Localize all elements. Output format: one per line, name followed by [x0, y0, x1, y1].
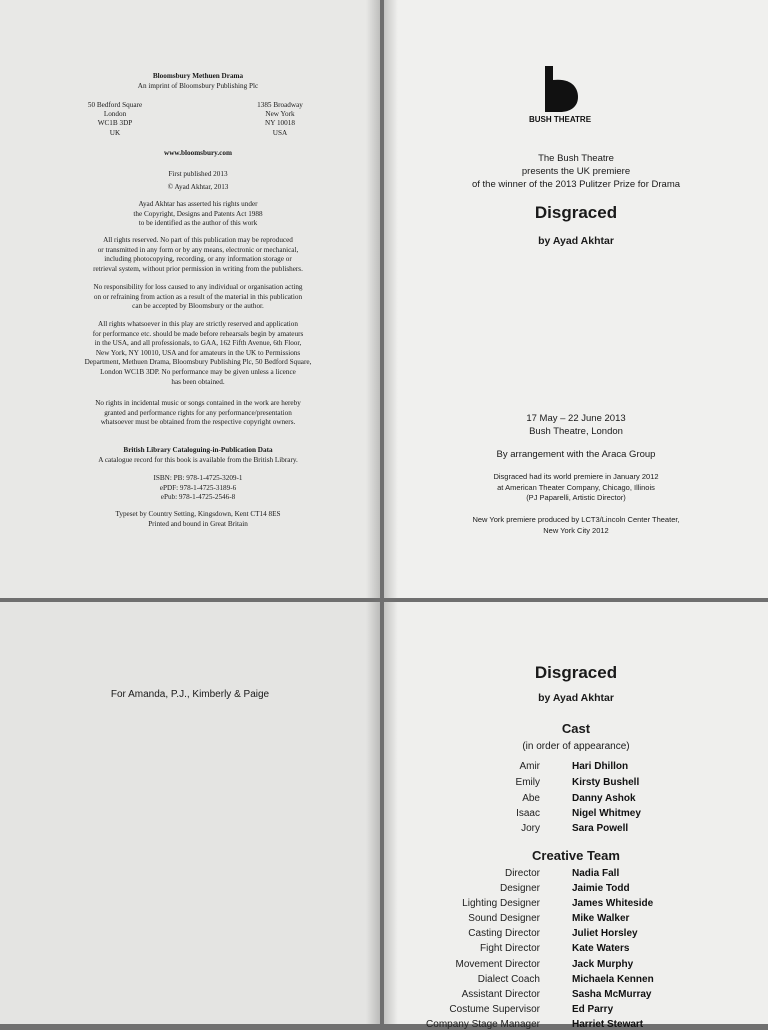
- title-page-content: [384, 0, 768, 598]
- cast-page-title: Disgraced: [534, 663, 618, 682]
- actor-name: Hari Dhillon: [572, 761, 629, 772]
- person-name: James Whiteside: [572, 898, 654, 909]
- spine-shadow: [366, 0, 380, 598]
- role-label: Sound Designer: [468, 913, 540, 924]
- performance-rights-paragraph: All rights whatsoever in this play are strictly reserved and application for performance etc. should be made before rehearsals begin by amateurs in the USA, and all professionals, to GAA, 162 Fifth Avenue, 6th Floor, New York, NY 10010, USA and for amateurs in the UK to Permissions Department, Methuen Drama, Bloomsbury Publishing Plc, 50 Bedford Square, London WC1B 3DP. No performance may be given unless a licence has been obtained.: [84, 320, 312, 386]
- person-name: Kate Waters: [572, 943, 630, 954]
- world-premiere-note: Disgraced had its world premiere in January 2012 at American Theater Company, Chicago, Illinois (PJ Paparelli, Artistic Director): [493, 472, 659, 502]
- person-name: Harriet Stewart: [572, 1019, 644, 1030]
- actor-name: Sara Powell: [572, 823, 629, 834]
- person-name: Ed Parry: [572, 1004, 614, 1015]
- play-title: Disgraced: [534, 203, 618, 222]
- responsibility-paragraph: No responsibility for loss caused to any individual or organisation acting on or refraining from action as a result of the material in this publication can be accepted by Bloomsbury or the author.: [93, 283, 303, 311]
- role-label: Costume Supervisor: [449, 1004, 540, 1015]
- role-label: Jory: [521, 823, 540, 834]
- role-label: Movement Director: [455, 959, 540, 970]
- role-label: Dialect Coach: [477, 974, 540, 985]
- dedication-page: [0, 602, 380, 1024]
- actor-name: Kirsty Bushell: [572, 777, 640, 788]
- cast-subheading: (in order of appearance): [522, 741, 630, 752]
- role-label: Lighting Designer: [462, 898, 540, 909]
- run-dates: 17 May – 22 June 2013 Bush Theatre, London: [526, 413, 626, 437]
- creative-team-heading: Creative Team: [532, 848, 620, 863]
- dedication: For Amanda, P.J., Kimberly & Paige: [110, 689, 270, 700]
- person-name: Nadia Fall: [572, 868, 620, 879]
- cast-heading: Cast: [561, 721, 591, 736]
- role-label: Casting Director: [468, 928, 540, 939]
- publisher-imprint: An imprint of Bloomsbury Publishing Plc: [137, 82, 259, 90]
- role-label: Director: [504, 868, 540, 879]
- role-label: Emily: [515, 777, 540, 788]
- copyright-page: [0, 0, 380, 598]
- presents-block: The Bush Theatre presents the UK premiere of the winner of the 2013 Pulitzer Prize for Drama: [471, 153, 681, 190]
- rights-assertion: Ayad Akhtar has asserted his rights under the Copyright, Designs and Patents Act 1988 to be identified as the author of this work: [133, 200, 263, 228]
- cast-page: [384, 602, 768, 1030]
- actor-name: Danny Ashok: [572, 793, 636, 804]
- role-label: Designer: [499, 883, 540, 894]
- role-label: Assistant Director: [461, 989, 540, 1000]
- person-name: Jack Murphy: [572, 959, 634, 970]
- publisher-name: Bloomsbury Methuen Drama: [152, 72, 244, 80]
- website: www.bloomsbury.com: [164, 149, 232, 157]
- person-name: Jaimie Todd: [572, 883, 630, 894]
- person-name: Mike Walker: [572, 913, 630, 924]
- copyright-line: © Ayad Akhtar, 2013: [167, 183, 229, 191]
- role-label: Fight Director: [479, 943, 540, 954]
- logo-text: BUSH THEATRE: [528, 115, 592, 124]
- cast-page-byline: by Ayad Akhtar: [538, 692, 614, 704]
- person-name: Juliet Horsley: [572, 928, 638, 939]
- role-label: Abe: [522, 793, 540, 804]
- spine-shadow: [366, 602, 380, 1024]
- first-published: First published 2013: [168, 170, 228, 178]
- person-name: Michaela Kennen: [572, 974, 654, 985]
- typeset-block: Typeset by Country Setting, Kingsdown, Kent CT14 8ES Printed and bound in Great Britain: [115, 510, 281, 528]
- role-label: Amir: [519, 761, 540, 772]
- ny-premiere-note: New York premiere produced by LCT3/Lincoln Center Theater, New York City 2012: [472, 515, 680, 535]
- isbn-block: ISBN: PB: 978-1-4725-3209-1 ePDF: 978-1-4725-3189-6 ePub: 978-1-4725-2546-8: [153, 474, 243, 502]
- person-name: Sasha McMurray: [572, 989, 652, 1000]
- role-label: Isaac: [516, 808, 540, 819]
- actor-name: Nigel Whitmey: [572, 808, 641, 819]
- arrangement-line: By arrangement with the Araca Group: [496, 449, 656, 460]
- music-rights-paragraph: No rights in incidental music or songs contained in the work are hereby granted and performance rights for any performance/presentation whatsoever must be obtained from the respective copyright owners.: [95, 399, 301, 427]
- author-byline: by Ayad Akhtar: [538, 235, 614, 247]
- cip-heading: British Library Cataloguing-in-Publication Data: [123, 446, 273, 454]
- address-uk: 50 Bedford Square London WC1B 3DP UK: [87, 101, 143, 137]
- address-us: 1385 Broadway New York NY 10018 USA: [257, 101, 303, 137]
- rights-reserved-paragraph: All rights reserved. No part of this publication may be reproduced or transmitted in any form or by any means, electronic or mechanical, including photocopying, recording, or any information storage or retrieval system, without prior permission in writing from the publishers.: [93, 236, 303, 273]
- role-label: Company Stage Manager: [426, 1019, 540, 1030]
- cip-text: A catalogue record for this book is available from the British Library.: [98, 456, 298, 464]
